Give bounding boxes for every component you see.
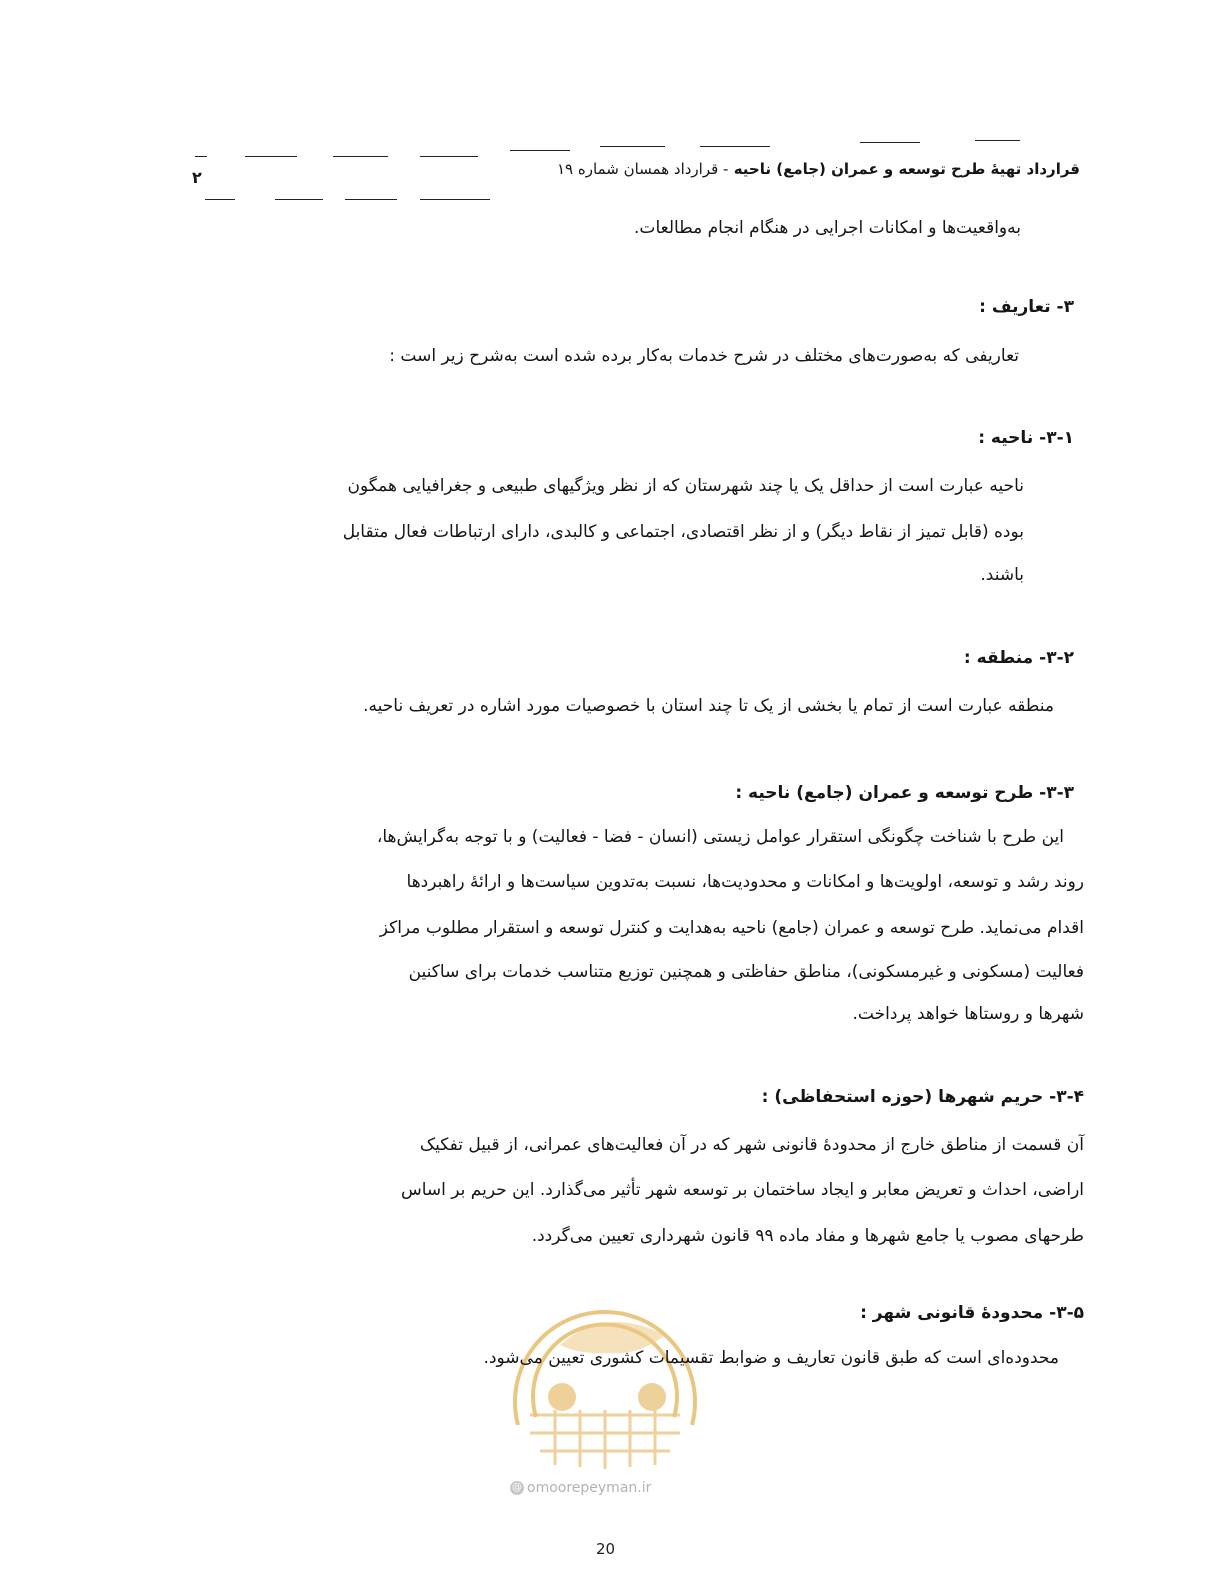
- section-body-line: محدوده‌ای است که طبق قانون تعاریف و ضوابط تقسیمات کشوری تعیین می‌شود.: [483, 1348, 1059, 1368]
- header-title-main: قرارداد تهیهٔ طرح توسعه و عمران (جامع) ناحیه: [733, 160, 1080, 178]
- section-heading: ۳-۱- ناحیه :: [978, 428, 1074, 448]
- section-body-line: منطقه عبارت است از تمام یا بخشی از یک تا چند استان با خصوصیات مورد اشاره در تعریف ناحیه.: [363, 696, 1054, 716]
- section-heading: ۳-۳- طرح توسعه و عمران (جامع) ناحیه :: [735, 783, 1074, 803]
- footer-page-number: 20: [596, 1540, 616, 1558]
- section-heading: ۳- تعاریف :: [979, 297, 1074, 317]
- section-heading: ۳-۵- محدودهٔ قانونی شهر :: [860, 1303, 1084, 1323]
- at-sign-icon: @: [512, 1482, 522, 1493]
- section-heading: ۳-۴- حریم شهرها (حوزه استحفاظی) :: [761, 1087, 1084, 1107]
- watermark-site-label: [510, 1480, 651, 1496]
- section-body-line: آن قسمت از مناطق خارج از محدودهٔ قانونی شهر که در آن فعالیت‌های عمرانی، از قبیل تفکیک: [419, 1135, 1084, 1155]
- section-body-line: ناحیه عبارت است از حداقل یک یا چند شهرستان که از نظر ویژگیهای طبیعی و جغرافیایی همگون: [347, 476, 1024, 496]
- section-body-line: باشند.: [980, 565, 1024, 585]
- section-body-line: این طرح با شناخت چگونگی استقرار عوامل زیستی (انسان - فضا - فعالیت) و با توجه به‌گرایش‌ها،: [376, 827, 1064, 847]
- header-subtitle: - قرارداد همسان شماره ۱۹: [557, 160, 729, 178]
- section-body-line: تعاریفی که به‌صورت‌های مختلف در شرح خدمات به‌کار برده شده است به‌شرح زیر است :: [389, 346, 1019, 366]
- section-body-line: بوده (قابل تمیز از نقاط دیگر) و از نظر اقتصادی، اجتماعی و کالبدی، دارای ارتباطات فعال متقابل: [342, 522, 1024, 542]
- section-body-line: روند رشد و توسعه، اولویت‌ها و امکانات و محدودیت‌ها، نسبت به‌تدوین سیاست‌ها و ارائهٔ راهبردها: [406, 872, 1084, 892]
- header-page-label: ۲: [192, 168, 202, 187]
- watermark-site-text: omoorepeyman.ir: [527, 1480, 652, 1496]
- section-body-line: اراضی، احداث و تعریض معابر و ایجاد ساختمان بر توسعه شهر تأثیر می‌گذارد. این حریم بر اساس: [400, 1180, 1084, 1200]
- intro-line: به‌واقعیت‌ها و امکانات اجرایی در هنگام انجام مطالعات.: [634, 218, 1021, 238]
- header-title: [240, 160, 1080, 178]
- section-body-line: اقدام می‌نماید. طرح توسعه و عمران (جامع) ناحیه به‌هدایت و کنترل توسعه و استقرار مطلوب مراکز: [379, 918, 1084, 938]
- section-heading: ۳-۲- منطقه :: [963, 648, 1074, 668]
- watermark-seal-icon: [500, 1285, 710, 1470]
- section-body-line: طرحهای مصوب یا جامع شهرها و مفاد ماده ۹۹ قانون شهرداری تعیین می‌گردد.: [531, 1226, 1084, 1246]
- section-body-line: شهرها و روستاها خواهد پرداخت.: [852, 1004, 1084, 1024]
- section-body-line: فعالیت (مسکونی و غیرمسکونی)، مناطق حفاظتی و همچنین توزیع متناسب خدمات برای ساکنین: [408, 962, 1084, 982]
